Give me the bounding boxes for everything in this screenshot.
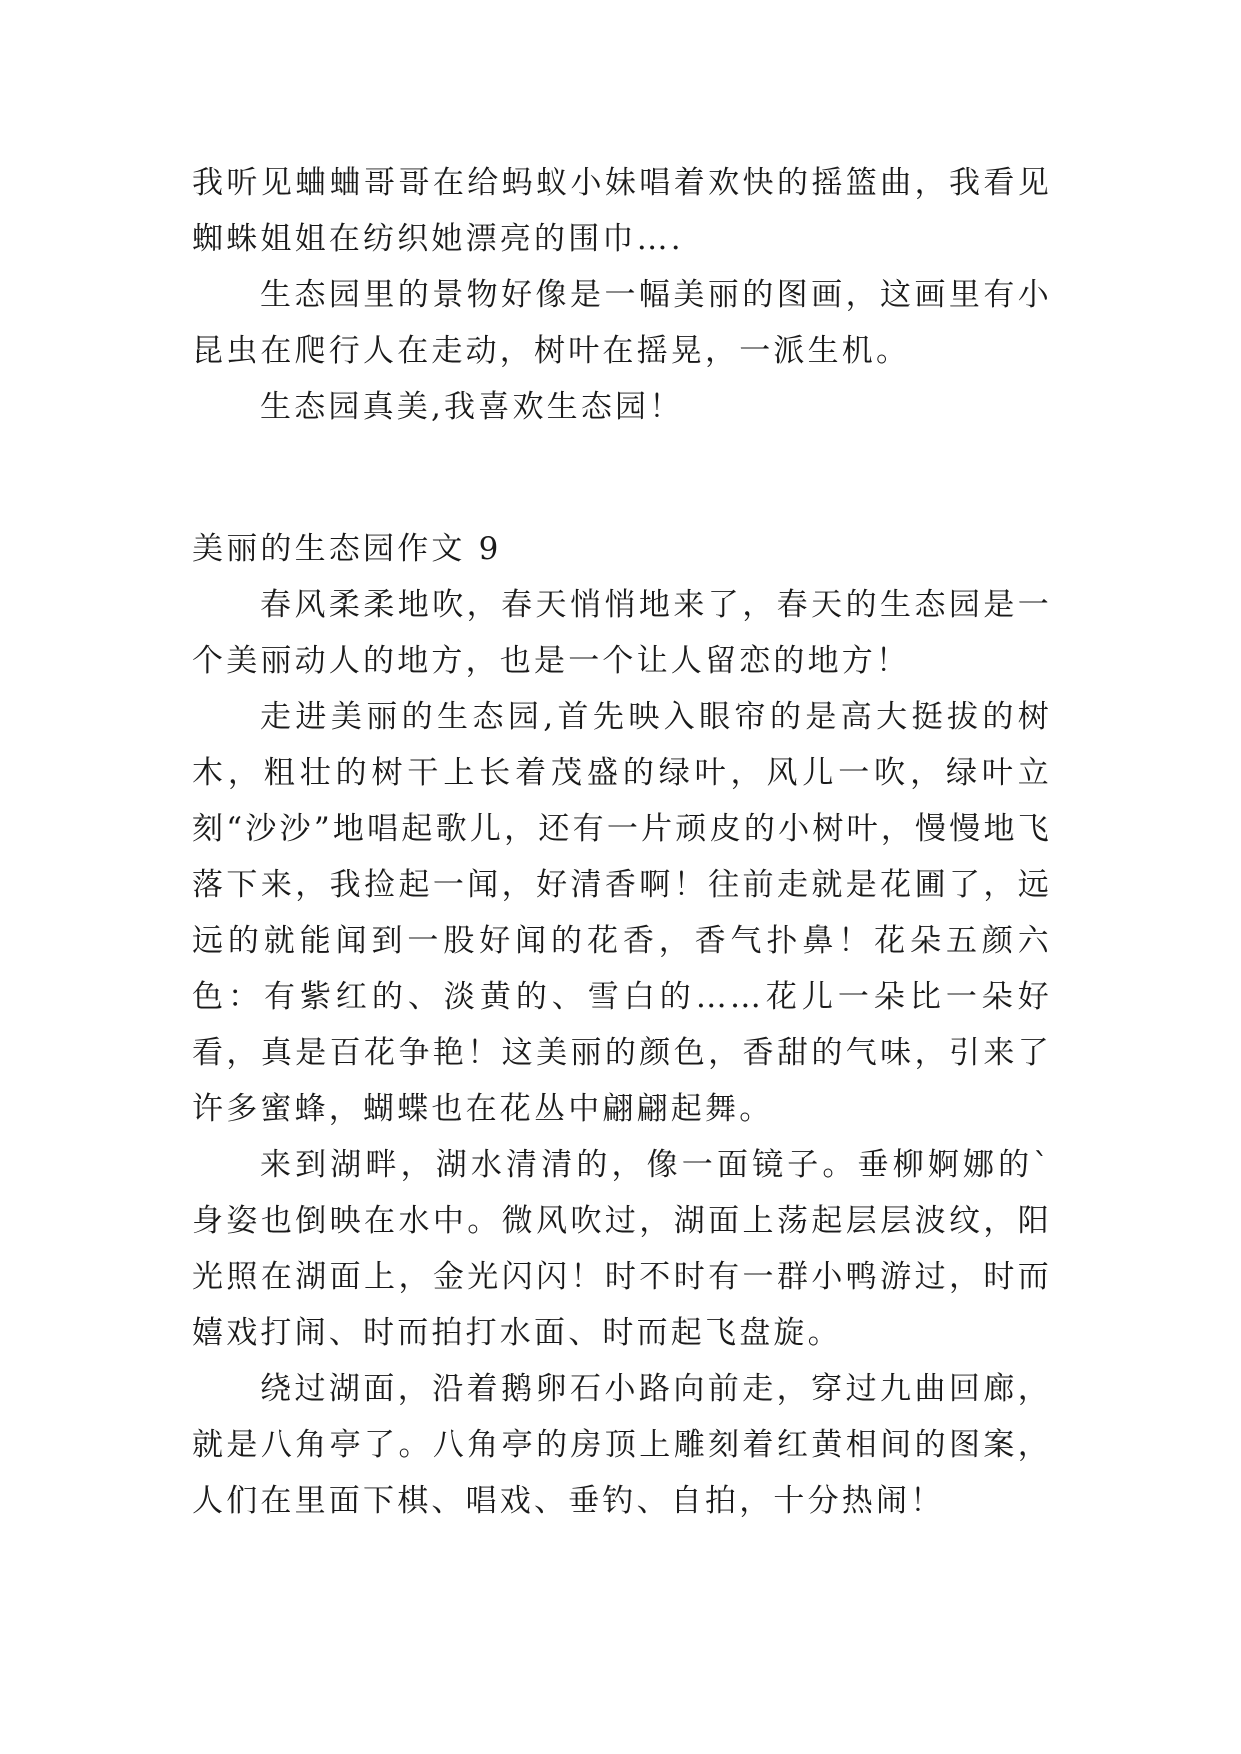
paragraph-crickets: 我听见蛐蛐哥哥在给蚂蚁小妹唱着欢快的摇篮曲，我看见蜘蛛姐姐在纺织她漂亮的围巾…. — [192, 165, 1052, 257]
paragraph-trees-flowers: 走进美丽的生态园,首先映入眼帘的是高大挺拔的树木，粗壮的树干上长着茂盛的绿叶，风儿一吹，绿叶立刻“沙沙”地唱起歌儿，还有一片顽皮的小树叶，慢慢地飞落下来，我捡起一闻，好清香啊！往前走就是花圃了，远远的就能闻到一股好闻的花香，香气扑鼻！花朵五颜六色：有紫红的、淡黄的、雪白的……花儿一朵比一朵好看，真是百花争艳！这美丽的颜色，香甜的气味，引来了许多蜜蜂，蝴蝶也在花丛中翩翩起舞。 — [192, 699, 1052, 1127]
essay-title: 美丽的生态园作文 9 — [192, 531, 502, 567]
paragraph-scenery: 生态园里的景物好像是一幅美丽的图画，这画里有小昆虫在爬行人在走动，树叶在摇晃，一派生机。 — [192, 277, 1052, 369]
paragraph-pavilion: 绕过湖面，沿着鹅卵石小路向前走，穿过九曲回廊，就是八角亭了。八角亭的房顶上雕刻着红黄相间的图案，人们在里面下棋、唱戏、垂钓、自拍，十分热闹！ — [192, 1371, 1052, 1519]
paragraph-conclusion: 生态园真美,我喜欢生态园！ — [260, 389, 684, 425]
paragraph-spring: 春风柔柔地吹，春天悄悄地来了，春天的生态园是一个美丽动人的地方，也是一个让人留恋的地方！ — [192, 587, 1052, 679]
paragraph-lake: 来到湖畔，湖水清清的，像一面镜子。垂柳婀娜的`身姿也倒映在水中。微风吹过，湖面上荡起层层波纹，阳光照在湖面上，金光闪闪！时不时有一群小鸭游过，时而嬉戏打闹、时而拍打水面、时而起飞盘旋。 — [192, 1147, 1052, 1351]
document-body — [192, 155, 1052, 1529]
section-gap — [192, 435, 1052, 521]
